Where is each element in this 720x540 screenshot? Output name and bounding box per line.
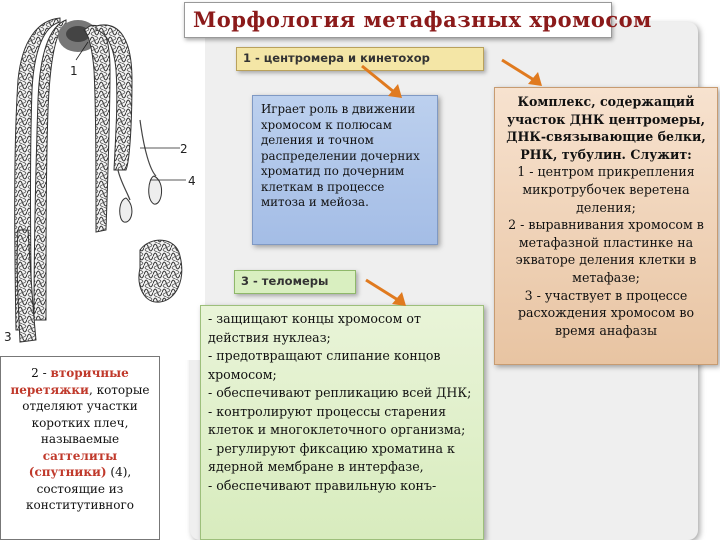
telomere-functions xyxy=(200,305,484,540)
centromere-description: Играет роль в движении хромосом к полюсам деления и точном распределении дочерних хроматид по дочерним клеткам в процессе митоза и мейоза. xyxy=(252,95,438,245)
telomere-function-item: - обеспечивают репликацию всей ДНК; xyxy=(208,385,472,400)
kinetochore-intro: Комплекс, содержащий участок ДНК центромеры, ДНК-связывающие белки, РНК, тубулин. Служит: xyxy=(506,94,706,162)
centromere-label: 1 - центромера и кинетохор xyxy=(236,47,484,71)
secondary-text-1: , которые отделяют участки коротких плеч, называемые xyxy=(22,382,150,446)
telomere-function-item: - предотвращают слипание концов хромосом; xyxy=(208,348,441,382)
chromosome-illustration xyxy=(0,0,205,360)
kinetochore-complex-box xyxy=(494,87,718,365)
kinetochore-item: 1 - центром прикрепления микротрубочек веретена деления; xyxy=(517,164,695,215)
figure-label-2: 2 xyxy=(180,142,188,156)
kinetochore-item: 3 - участвует в процессе расхождения хромосом во время анафазы xyxy=(517,287,695,338)
figure-label-4: 4 xyxy=(188,174,196,188)
arrow-to-complex-icon xyxy=(498,56,548,90)
secondary-text-2: (4), состоящие из конститутивного xyxy=(26,465,134,512)
secondary-constrictions-box xyxy=(0,356,160,540)
arrow-to-telomeres-icon xyxy=(362,276,412,310)
kinetochore-item: 2 - выравнивания хромосом в метафазной пластинке на экваторе деления клетки в метафазе; xyxy=(508,217,704,285)
satellites-term: саттелиты (спутники) xyxy=(28,448,118,479)
telomere-function-item: - регулируют фиксацию хроматина к ядерной мембране в интерфазе, xyxy=(208,440,455,474)
secondary-term: вторичные перетяжки xyxy=(10,366,129,397)
telomere-function-item: - обеспечивают правильную конъ- xyxy=(208,477,437,493)
arrow-to-description-icon xyxy=(358,62,408,102)
telomere-function-item: - защищают концы хромосом от действия нуклеаз; xyxy=(208,311,421,345)
figure-label-3: 3 xyxy=(4,330,12,344)
telomere-function-item: - контролируют процессы старения клеток и многоклеточного организма; xyxy=(208,403,466,437)
telomeres-label: 3 - теломеры xyxy=(234,270,356,294)
figure-label-1: 1 xyxy=(70,64,78,78)
slide-title: Морфология метафазных хромосом xyxy=(193,7,652,32)
slide-title-bar xyxy=(184,2,652,38)
secondary-prefix: 2 - xyxy=(31,366,51,380)
